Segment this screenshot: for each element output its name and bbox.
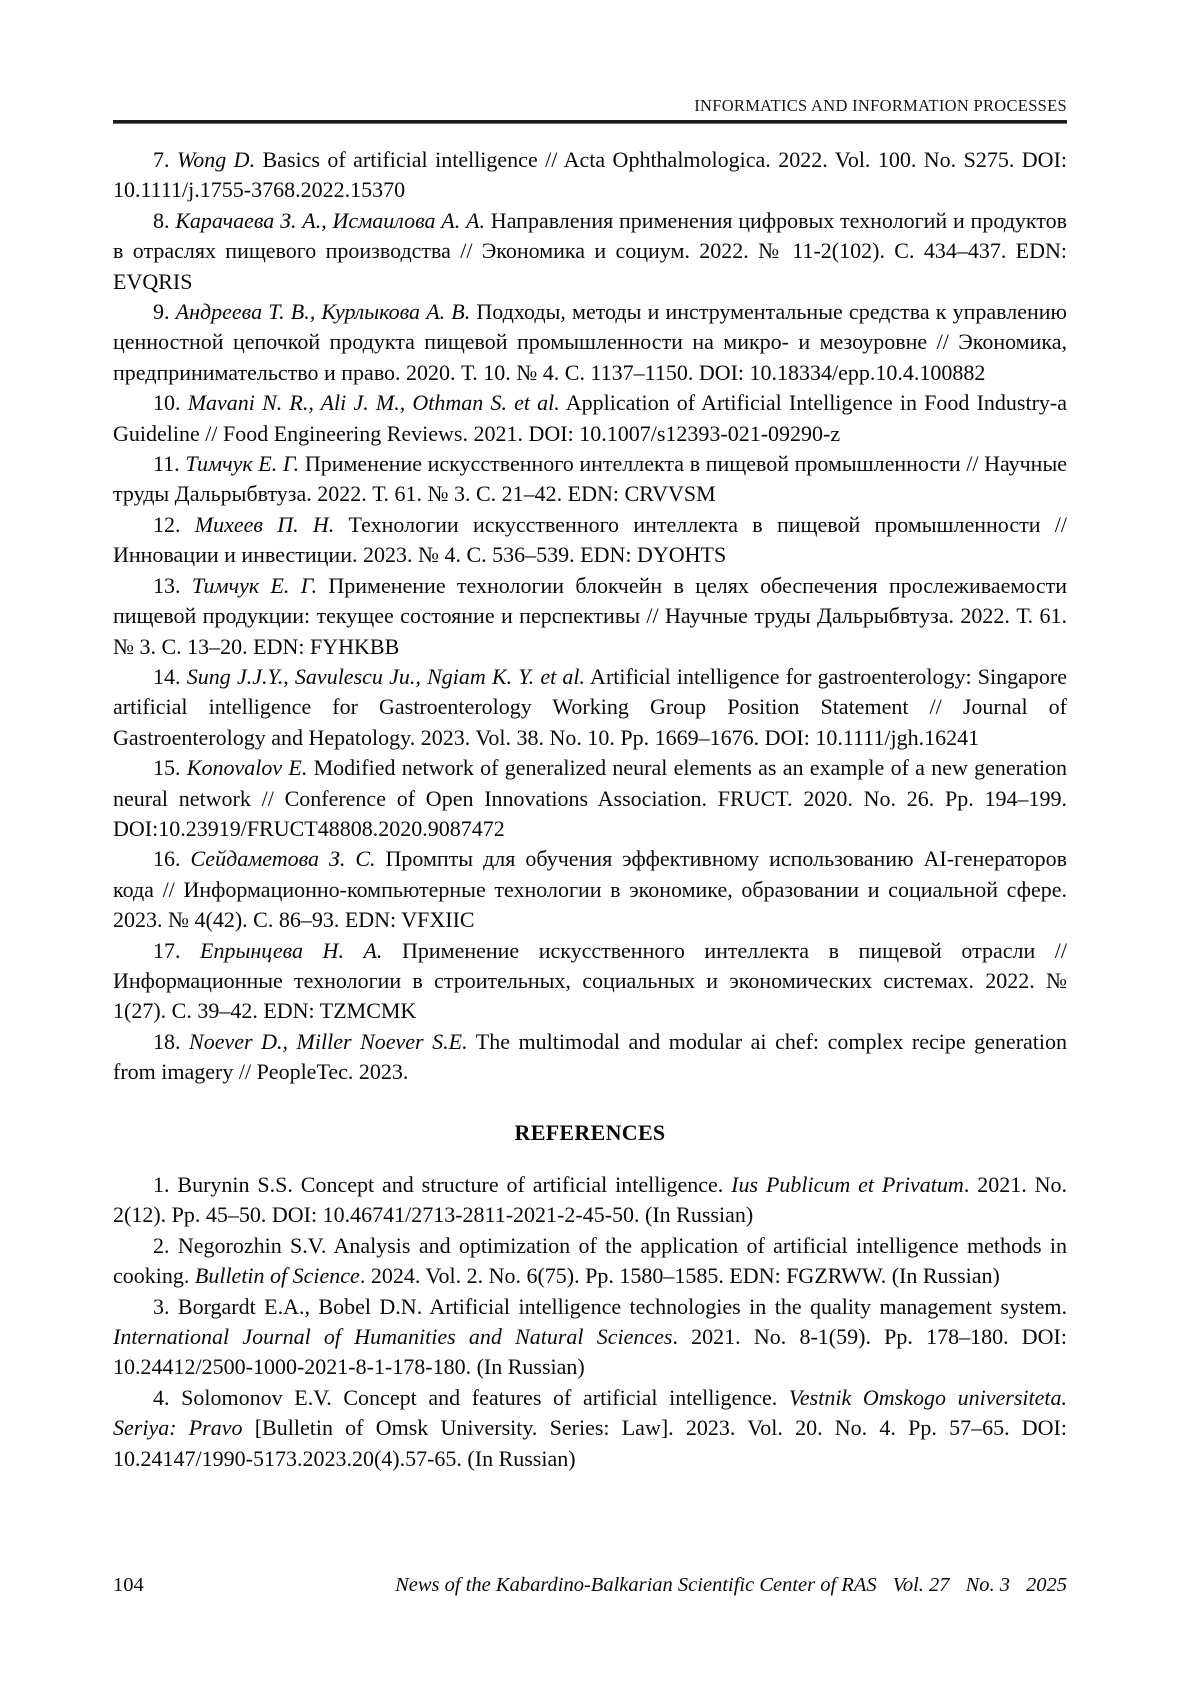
reference-entry [113,206,1067,297]
reference-segment: . 2024. Vol. 2. No. 6(75). Pp. 1580–1585. EDN: FGZRWW. (In Russian) [359,1263,1000,1289]
reference-entry [113,936,1067,1027]
running-head: INFORMATICS AND INFORMATION PROCESSES [694,96,1067,115]
reference-segment: Sung J.J.Y., Savulescu Ju., Ngiam K. Y. et al. [186,663,586,689]
reference-segment: . 2021. No. 2(12). Pp. 45–50. DOI: 10.46741/2713-2811-2021-2-45-50. (In Russian) [113,1172,1067,1228]
reference-segment: [Bulletin of Omsk University. Series: Law]. 2023. Vol. 20. No. 4. Pp. 57–65. DOI: 10.24147/1990-5173.2023.20(4).57-65. (In Russian) [113,1415,1067,1471]
reference-segment: The multimodal and modular ai chef: complex recipe generation from imagery // PeopleTec. 2023. [113,1028,1068,1085]
references-heading: REFERENCES [514,1119,666,1145]
reference-segment: 13. [153,572,192,598]
reference-segment: Михеев П. Н. [194,511,335,537]
reference-segment: Basics of artificial intelligence // Acta Ophthalmologica. 2022. Vol. 100. No. S275. DOI: 10.1111/j.1755-3768.2022.15370 [113,147,1068,203]
reference-segment: Тимчук Е. Г. [185,451,300,477]
reference-segment: 14. [153,663,187,689]
reference-segment: Noever D., Miller Noever S.E. [189,1028,468,1054]
journal-title: News of the Kabardino-Balkarian Scientific Center of RAS [395,1574,877,1596]
page-content [113,145,1067,1474]
page-footer [113,1572,1067,1598]
reference-entry [113,1027,1067,1088]
reference-segment: Сейдаметова З. С. [190,846,376,872]
reference-segment: Применение технологии блокчейн в целях обеспечения прослеживаемости пищевой продукции: текущее состояние и перспективы // Научные труды Дальрыбвтуза. 2022. Т. 61. № 3. С. 13–20. EDN: FYHKBB [113,572,1067,659]
reference-segment: Применение искусственного интеллекта в пищевой промышленности // Научные труды Дальрыбвтуза. 2022. Т. 61. № 3. С. 21–42. EDN: CRVVSM [113,451,1067,507]
issue-label: No. 3 [965,1574,1010,1596]
reference-segment: 8. [153,207,176,233]
reference-segment: Modified network of generalized neural elements as an example of a new generation neural network // Conference of Open Innovations Association. FRUCT. 2020. No. 26. Pp. 194–199. DOI:10.23919/FRUCT48808.2020.9087472 [113,755,1067,841]
reference-segment: Application of Artificial Intelligence in Food Industry-a Guideline // Food Engineering Reviews. 2021. DOI: 10.1007/s12393-021-09290-z [113,390,1068,446]
reference-entry [113,1170,1067,1231]
volume-label: Vol. 27 [892,1574,950,1596]
header-rule [113,120,1067,124]
reference-segment: Тимчук Е. Г. [191,572,318,598]
reference-entry [113,297,1067,388]
reference-segment: Wong D. [176,147,256,172]
reference-segment: 15. [153,755,187,781]
reference-segment: Подходы, методы и инструментальные средства к управлению ценностной цепочкой продукта пищевой промышленности на микро- и мезоуровне // Экономика, предпринимательство и право. 2020. Т. 10. № 4. С. 1137–1150. DOI: 10.18334/epp.10.4.100882 [113,299,1067,385]
reference-segment: 11. [153,451,186,477]
reference-segment: Епрынцева Н. А. [200,937,383,963]
reference-segment: 9. [153,299,176,325]
reference-segment: 18. [153,1028,190,1054]
reference-segment: 17. [153,937,201,963]
reference-segment: Карачаева З. А., Исмаилова А. А. [175,207,485,233]
reference-segment: 10. [153,390,188,416]
reference-segment: 2. Negorozhin S.V. Analysis and optimization of the application of artificial intelligence methods in cooking. [113,1232,1067,1289]
reference-entry [113,388,1067,449]
reference-entry [113,571,1067,662]
reference-segment: Андреева Т. В., Курлыкова А. В. [175,299,471,325]
reference-segment: 12. [153,511,195,537]
reference-entry [113,753,1067,844]
reference-segment: Bulletin of Science [194,1263,360,1289]
reference-entry [113,1231,1067,1292]
reference-segment: . 2021. No. 8-1(59). Pp. 178–180. DOI: 10.24412/2500-1000-2021-8-1-178-180. (In Russian) [113,1324,1067,1380]
reference-segment: Vestnik Omskogo universiteta. Seriya: Pravo [113,1384,1067,1441]
reference-segment: Mavani N. R., Ali J. M., Othman S. et al. [187,390,560,416]
reference-segment: Ius Publicum et Privatum [731,1172,964,1197]
reference-segment: Направления применения цифровых технологий и продуктов в отраслях пищевого производства // Экономика и социум. 2022. № 11-2(102). С. 434–437. EDN: EVQRIS [113,207,1068,294]
reference-entry [113,662,1067,753]
reference-entry [113,145,1067,206]
journal-footer-line [395,1572,1067,1598]
reference-segment: 4. Solomonov E.V. Concept and features of artificial intelligence. [153,1384,789,1410]
year-label: 2025 [1026,1574,1067,1596]
references-list-english [113,1170,1067,1474]
reference-entry [113,510,1067,571]
reference-segment: 3. Borgardt E.A., Bobel D.N. Artificial intelligence technologies in the quality management system. [153,1293,1067,1319]
reference-segment: Artificial intelligence for gastroenterology: Singapore artificial intelligence for Gastroenterology Working Group Position Statement // Journal of Gastroenterology and Hepatology. 2023. Vol. 38. No. 10. Pp. 1669–1676. DOI: 10.1111/jgh.16241 [113,663,1068,750]
reference-segment: 16. [153,846,191,872]
reference-entry [113,844,1067,935]
reference-segment: Konovalov E. [186,755,308,781]
reference-entry [113,1292,1067,1383]
bibliography-list-russian [113,145,1067,1088]
reference-segment: International Journal of Humanities and Natural Sciences [113,1324,673,1350]
reference-entry [113,449,1067,510]
reference-segment: Промпты для обучения эффективному использованию AI-генераторов кода // Информационно-компьютерные технологии в экономике, образовании и социальной сфере. 2023. № 4(42). С. 86–93. EDN: VFXIIC [113,846,1067,933]
reference-entry [113,1383,1067,1474]
reference-segment: Технологии искусственного интеллекта в пищевой промышленности // Инновации и инвестиции. 2023. № 4. С. 536–539. EDN: DYOHTS [113,511,1067,568]
reference-segment: Применение искусственного интеллекта в пищевой отрасли // Информационные технологии в строительных, социальных и экономических системах. 2022. № 1(27). С. 39–42. EDN: TZMCMK [113,937,1067,1024]
page-number: 104 [113,1574,144,1596]
reference-segment: 7. [153,147,177,172]
reference-segment: 1. Burynin S.S. Concept and structure of artificial intelligence. [153,1172,732,1197]
